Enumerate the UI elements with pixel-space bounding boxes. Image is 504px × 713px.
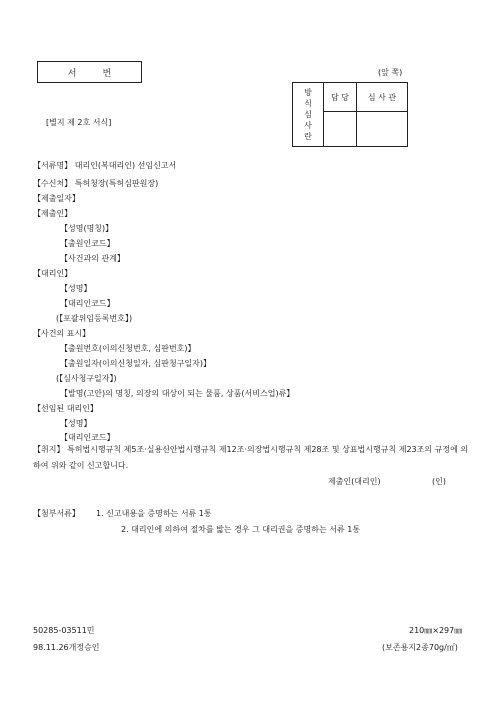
field-appointed-agent-name: 【성명】 bbox=[60, 419, 92, 428]
field-application-number: 【출원번호(이의신청번호, 심판번호)】 bbox=[60, 344, 196, 353]
attachment-item: 2. 대리인에 의하여 절차를 밟는 경우 그 대리권을 증명하는 서류 1통 bbox=[121, 525, 361, 534]
field-agent-code: 【대리인코드】 bbox=[60, 299, 115, 308]
field-recipient: 【수신처】 특허청장(특허심판원장) bbox=[33, 179, 159, 188]
field-submitter-name: 【성명(명칭)】 bbox=[60, 224, 114, 233]
attachment-item: 1. 신고내용을 증명하는 서류 1통 bbox=[96, 509, 212, 518]
field-applicant-code: 【출원인코드】 bbox=[60, 239, 115, 248]
field-general-power-number: (【포괄위임등록번호】) bbox=[56, 314, 133, 323]
field-case-relation: 【사건과의 관계】 bbox=[60, 254, 125, 263]
form-label: [별지 제 2호 서식] bbox=[46, 118, 112, 127]
approval-col-examiner: 심 사 관 bbox=[357, 83, 408, 112]
front-side-label: (앞 쪽) bbox=[378, 68, 403, 77]
approval-sign-examiner bbox=[357, 112, 408, 147]
footer-approval-date: 98.11.26개정승인 bbox=[33, 643, 100, 652]
field-exam-request-date: (【심사청구일자】) bbox=[56, 374, 117, 383]
document-number-box: 서번 bbox=[37, 61, 142, 83]
attachments-label: 【첨부서류】 bbox=[33, 509, 80, 518]
approval-col-officer: 담 당 bbox=[324, 83, 357, 112]
approval-sign-officer bbox=[324, 112, 357, 147]
field-case-indication: 【사건의 표시】 bbox=[33, 329, 91, 338]
field-document-name: 【서류명】 대리인(복대리인) 선임신고서 bbox=[33, 161, 177, 170]
submitter-signature-label: 제출인(대리인) bbox=[328, 477, 381, 486]
field-agent-name: 【성명】 bbox=[60, 284, 92, 293]
approval-table bbox=[292, 82, 408, 147]
footer-paper-size: 210㎜×297㎜ bbox=[409, 626, 463, 635]
field-appointed-agent: 【선임된 대리인】 bbox=[33, 404, 98, 413]
purpose-paragraph: 【취지】 특허법시행규칙 제5조·실용신안법시행규칙 제12조·의장법시행규칙 제28조 및 상표법시행규칙 제23조의 규정에 의하여 위와 같이 신고합니다. bbox=[33, 445, 469, 470]
field-submission-date: 【제출일자】 bbox=[33, 194, 80, 203]
field-application-date: 【출원일자(이의신청일자, 심판청구일자)】 bbox=[60, 359, 211, 368]
field-agent: 【대리인】 bbox=[33, 269, 73, 278]
seal-mark: (인) bbox=[432, 477, 446, 486]
field-submitter: 【제출인】 bbox=[33, 209, 73, 218]
field-invention-title: 【발명(고안)의 명칭, 의장의 대상이 되는 물품, 상품(서비스업)류】 bbox=[60, 389, 295, 398]
field-appointed-agent-code: 【대리인코드】 bbox=[60, 433, 115, 442]
footer-paper-type: (보존용지2종70g/㎡) bbox=[382, 643, 458, 652]
approval-label: 방 식 심 사 란 bbox=[293, 83, 324, 147]
footer-form-code: 50285-03511민 bbox=[33, 626, 95, 635]
